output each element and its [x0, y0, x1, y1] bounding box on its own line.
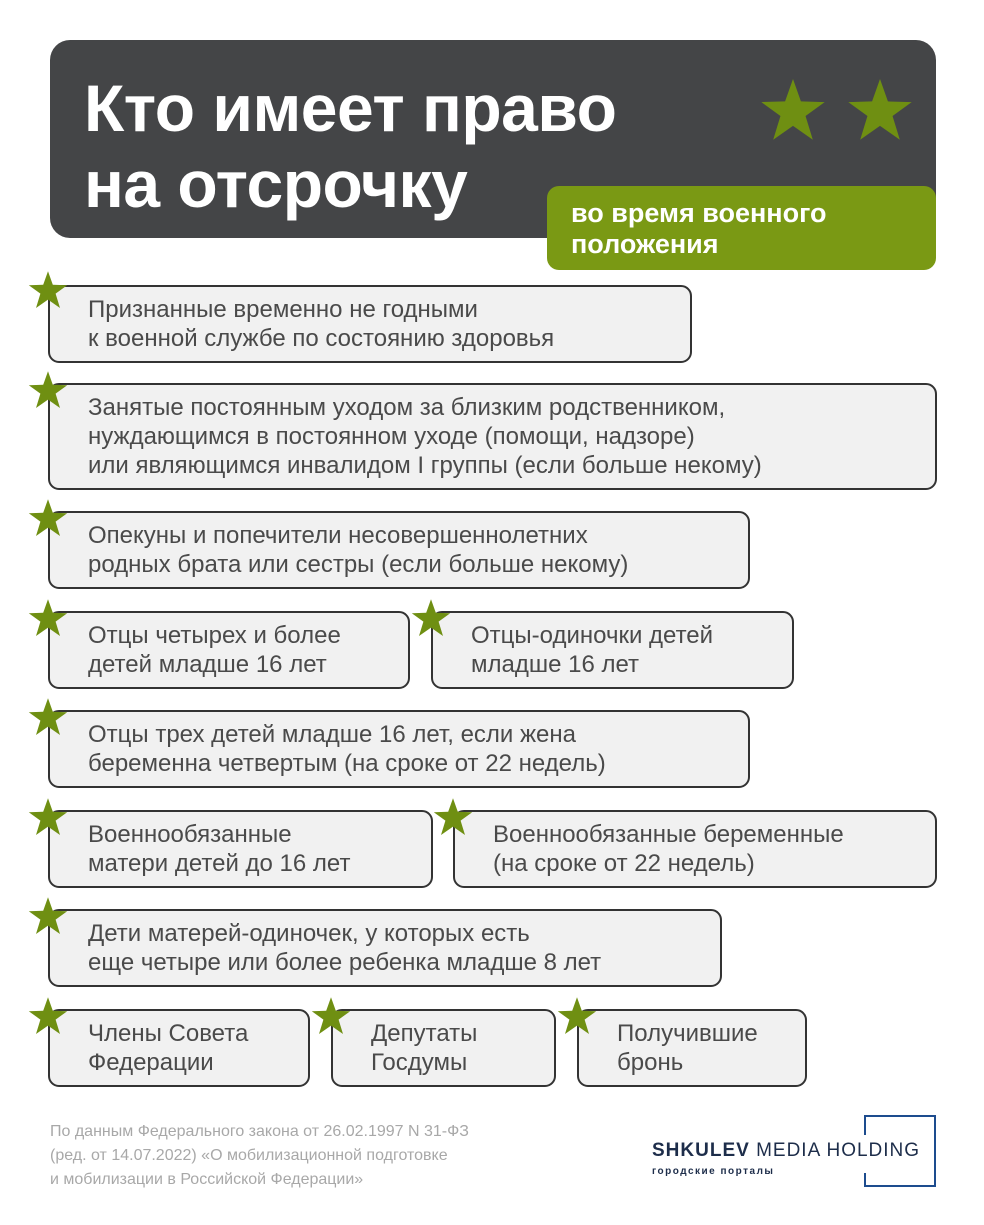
card-text-line: Члены Совета [88, 1020, 249, 1047]
star-icon [28, 598, 68, 638]
title-line-2: на отсрочку [84, 147, 468, 221]
card-text-line: бронь [617, 1049, 684, 1076]
card-text-line: Признанные временно не годными [88, 296, 478, 323]
source-line: и мобилизации в Российской Федерации» [50, 1171, 364, 1188]
subtitle-badge [547, 186, 936, 270]
subtitle-line-1: во время военного [571, 198, 827, 228]
star-icon [28, 896, 68, 936]
card-text-line: (на сроке от 22 недель) [493, 850, 755, 877]
card-text-line: Отцы-одиночки детей [471, 622, 714, 649]
star-icon [311, 996, 351, 1036]
deferment-card [453, 810, 937, 888]
star-icon [557, 996, 597, 1036]
source-line: (ред. от 14.07.2022) «О мобилизационной подготовке [50, 1147, 448, 1164]
star-icon [28, 270, 68, 310]
card-text-line: или являющимся инвалидом I группы (если больше некому) [88, 452, 762, 479]
card-text-line: Занятые постоянным уходом за близким родственником, [88, 394, 726, 421]
deferment-card [431, 611, 794, 689]
page-title [84, 70, 616, 222]
deferment-card [48, 1009, 310, 1087]
card-text-line: Депутаты [371, 1020, 478, 1047]
title-line-1: Кто имеет право [84, 71, 617, 145]
card-text-line: младше 16 лет [471, 651, 640, 678]
logo-wordmark [652, 1140, 924, 1162]
card-text-line: Дети матерей-одиночек, у которых есть [88, 920, 530, 947]
logo-rest-text: MEDIA HOLDING [749, 1140, 921, 1161]
card-text-line: Отцы трех детей младше 16 лет, если жена [88, 721, 576, 748]
card-text-line: нуждающимся в постоянном уходе (помощи, надзоре) [88, 423, 695, 450]
card-text-line: Военнообязанные [88, 821, 292, 848]
star-icon [28, 697, 68, 737]
star-icon [28, 370, 68, 410]
star-icon [847, 77, 913, 143]
star-icon [760, 77, 826, 143]
star-icon [28, 498, 68, 538]
deferment-card [48, 710, 750, 788]
card-text-line: родных брата или сестры (если больше некому) [88, 551, 629, 578]
star-icon [433, 797, 473, 837]
star-icon [411, 598, 451, 638]
subtitle-line-2: положения [571, 229, 719, 259]
deferment-card [48, 909, 722, 987]
card-text-line: еще четыре или более ребенка младше 8 лет [88, 949, 602, 976]
card-text-line: Получившие [617, 1020, 758, 1047]
deferment-card [48, 511, 750, 589]
deferment-card [577, 1009, 807, 1087]
card-text-line: Военнообязанные беременные [493, 821, 844, 848]
star-icon [28, 996, 68, 1036]
deferment-card [48, 383, 937, 490]
star-icon [28, 797, 68, 837]
logo-subtitle: городские порталы [652, 1166, 775, 1177]
card-text-line: матери детей до 16 лет [88, 850, 351, 877]
logo-bold-text: SHKULEV [652, 1140, 750, 1161]
card-text-line: Отцы четырех и более [88, 622, 341, 649]
deferment-card [331, 1009, 556, 1087]
card-text-line: к военной службе по состоянию здоровья [88, 325, 555, 352]
deferment-card [48, 810, 433, 888]
deferment-card [48, 611, 410, 689]
card-text-line: Федерации [88, 1049, 214, 1076]
card-text-line: детей младше 16 лет [88, 651, 327, 678]
card-text-line: Опекуны и попечители несовершеннолетних [88, 522, 588, 549]
source-line: По данным Федерального закона от 26.02.1997 N 31-ФЗ [50, 1123, 469, 1140]
deferment-card [48, 285, 692, 363]
card-text-line: беременна четвертым (на сроке от 22 недель) [88, 750, 606, 777]
source-note [50, 1120, 469, 1192]
card-text-line: Госдумы [371, 1049, 468, 1076]
